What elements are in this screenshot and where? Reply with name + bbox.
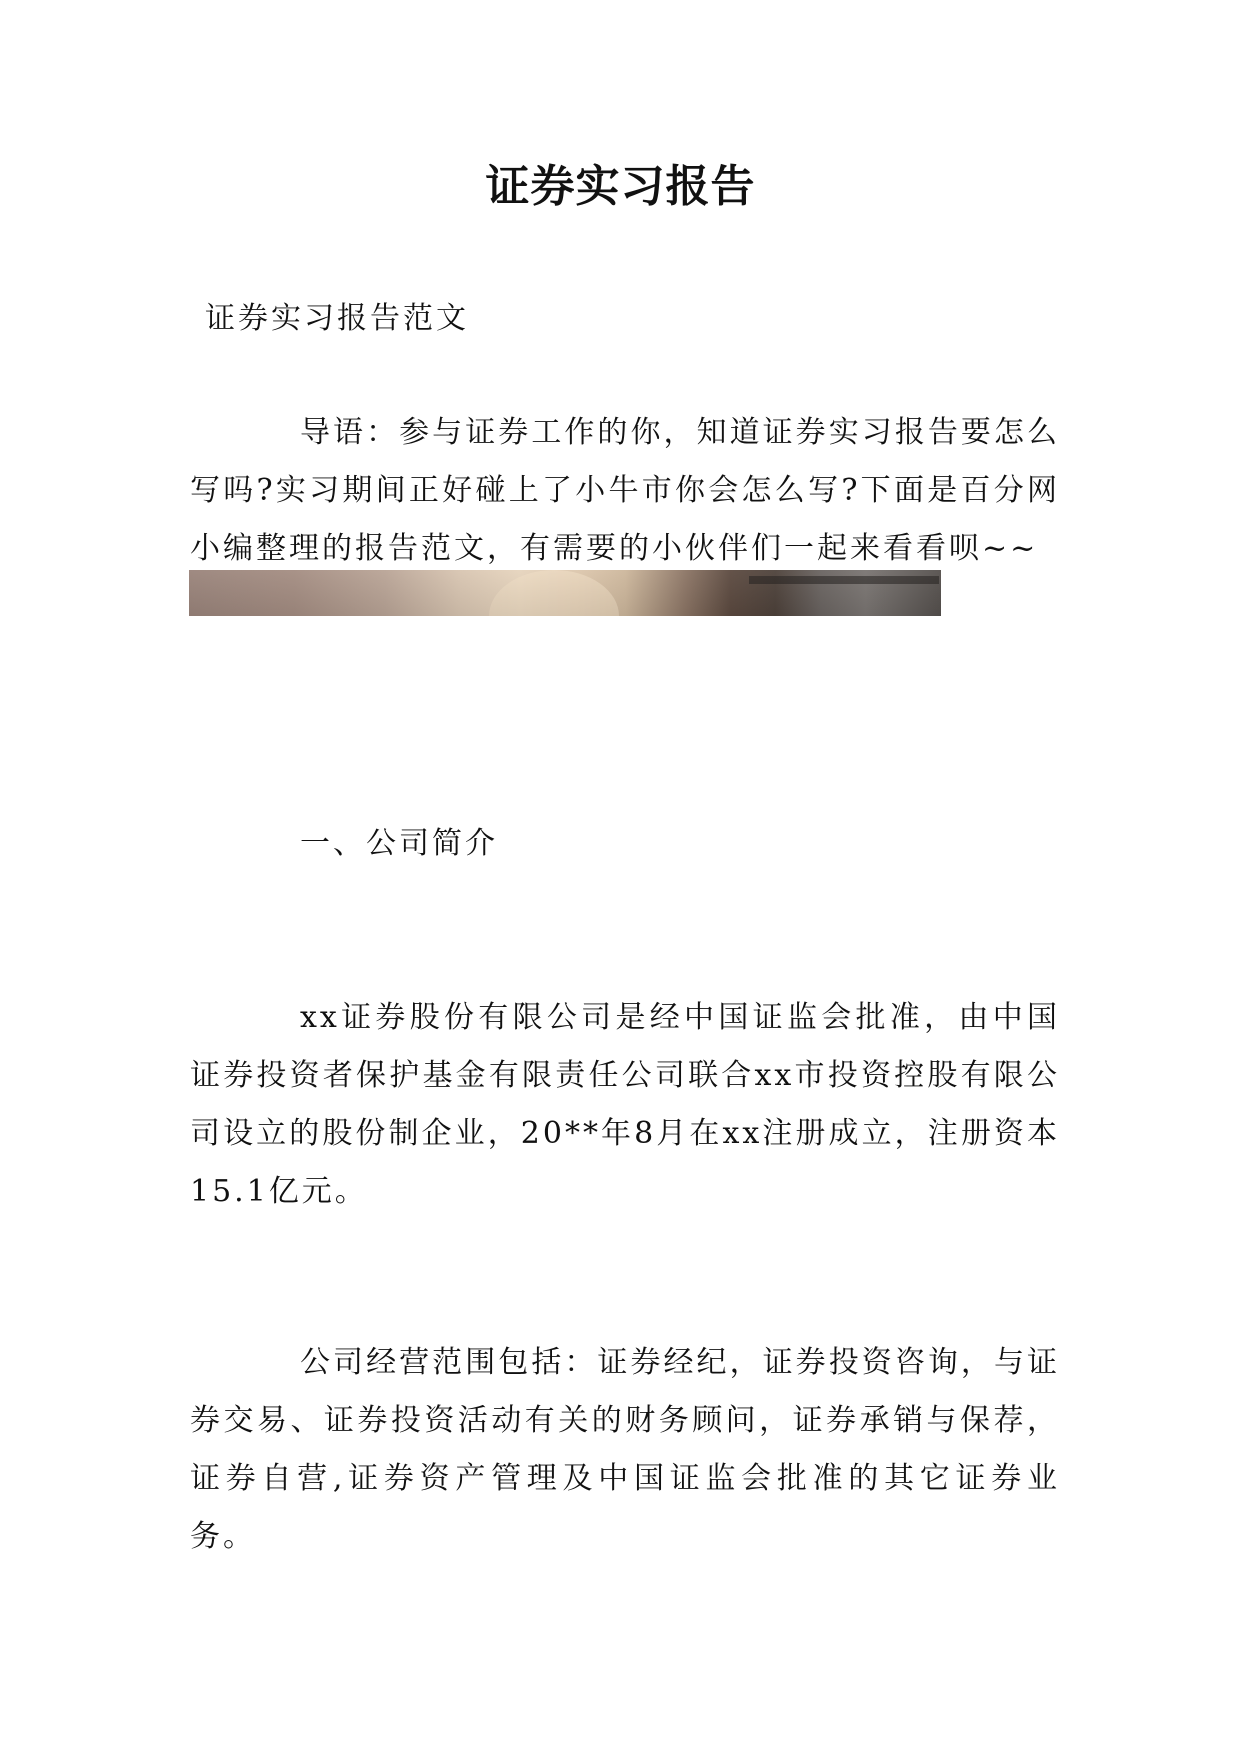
cropped-photo <box>189 570 941 616</box>
document-title: 证券实习报告 <box>485 161 756 212</box>
intro-paragraph: 导语：参与证券工作的你，知道证券实习报告要怎么写吗?实习期间正好碰上了小牛市你会怎么写?下面是百分网小编整理的报告范文，有需要的小伙伴们一起来看看呗~~ <box>190 415 1060 566</box>
section-heading-company: 一、公司简介 <box>300 826 498 861</box>
scope-paragraph: 公司经营范围包括：证券经纪，证券投资咨询，与证券交易、证券投资活动有关的财务顾问，证券承销与保荐，证券自营,证券资产管理及中国证监会批准的其它证券业务。 <box>190 1345 1060 1554</box>
document-subtitle: 证券实习报告范文 <box>205 301 469 336</box>
photo-shade <box>189 570 941 616</box>
company-paragraph: xx证券股份有限公司是经中国证监会批准，由中国证券投资者保护基金有限责任公司联合xx市投资控股有限公司设立的股份制企业，20**年8月在xx注册成立，注册资本15.1亿元。 <box>190 1000 1060 1209</box>
